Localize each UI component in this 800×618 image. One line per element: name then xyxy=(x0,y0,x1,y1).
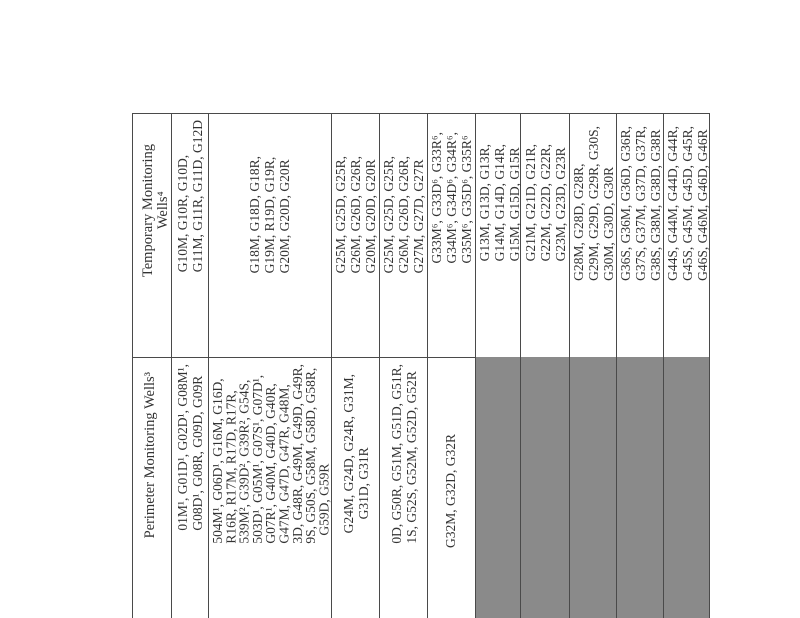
column-divider xyxy=(379,114,380,618)
temporary-cell: G44S, G44M, G44D, G44R, G45S, G45M, G45D, G45R, G46S, G46M, G46D, G46R xyxy=(665,126,710,281)
column-divider xyxy=(171,114,172,618)
well-table xyxy=(132,113,710,618)
column-divider xyxy=(208,114,209,618)
column-divider xyxy=(569,114,570,618)
column-divider xyxy=(663,114,664,618)
header-temporary-line2: Wells⁴ xyxy=(155,191,171,230)
perimeter-cell: 504M¹, G06D¹, G16M, G16D, R16R, R17M, R17D, R17R, 539M², G39D², G39R², G54S, 503D¹, G05M¹, G07S¹, G07D¹, G07R¹, G40M, G40D, G40R, G47M, G47D, G47R, G48M, 3D, G48R, G49M, G49D, G49R, 9S, G50S, G58M, G58D, G58R, G59D, G59R xyxy=(210,364,332,544)
shaded-empty-cells xyxy=(475,357,709,618)
perimeter-cell: G24M, G24D, G24R, G31M, G31D, G31R xyxy=(341,374,371,534)
perimeter-cell: 0D, G50R, G51M, G51D, G51R, 1S, G52S, G52M, G52D, G52R xyxy=(389,364,419,544)
temporary-cell: G36S, G36M, G36D, G36R, G37S, G37M, G37D, G37R, G38S, G38M, G38D, G38R xyxy=(618,126,663,281)
column-divider xyxy=(427,114,428,618)
temporary-cell: G33M⁶, G33D⁶, G33R⁶, G34M⁶, G34D⁶, G34R⁶, G35M⁶, G35D⁶, G35R⁶ xyxy=(429,132,474,264)
temporary-cell: G21M, G21D, G21R, G22M, G22D, G22R, G23M, G23D, G23R xyxy=(523,144,568,262)
column-divider xyxy=(475,114,476,618)
temporary-cell: G28M, G28D, G28R, G29M, G29D, G29R, G30S, G30M, G30D, G30R xyxy=(571,126,616,281)
perimeter-cell: G32M, G32D, G32R xyxy=(443,434,458,549)
temporary-cell: G18M, G18D, G18R, G19M, R19D, G19R, G20M, G20D, G20R xyxy=(247,156,292,274)
column-divider xyxy=(331,114,332,618)
perimeter-cell: 01M¹, G01D¹, G02D¹, G08M¹, G08D¹, G08R, G09D, G09R xyxy=(175,364,205,531)
temporary-cell: G13M, G13D, G13R, G14M, G14D, G14R, G15M, G15D, G15R xyxy=(477,144,522,262)
header-temporary-line1: Temporary Monitoring xyxy=(140,144,156,278)
temporary-cell: G25M, G25D, G25R, G26M, G26D, G26R, G20M, G20D, G20R xyxy=(333,156,378,274)
header-perimeter: Perimeter Monitoring Wells³ xyxy=(142,372,158,539)
temporary-cell: G25M, G25D, G25R, G26M, G26D, G26R, G27M, G27D, G27R xyxy=(381,156,426,274)
column-divider xyxy=(616,114,617,618)
header-temporary xyxy=(141,144,171,277)
temporary-cell: G10M, G10R, G10D, G11M, G11R, G11D, G12D xyxy=(175,120,205,273)
